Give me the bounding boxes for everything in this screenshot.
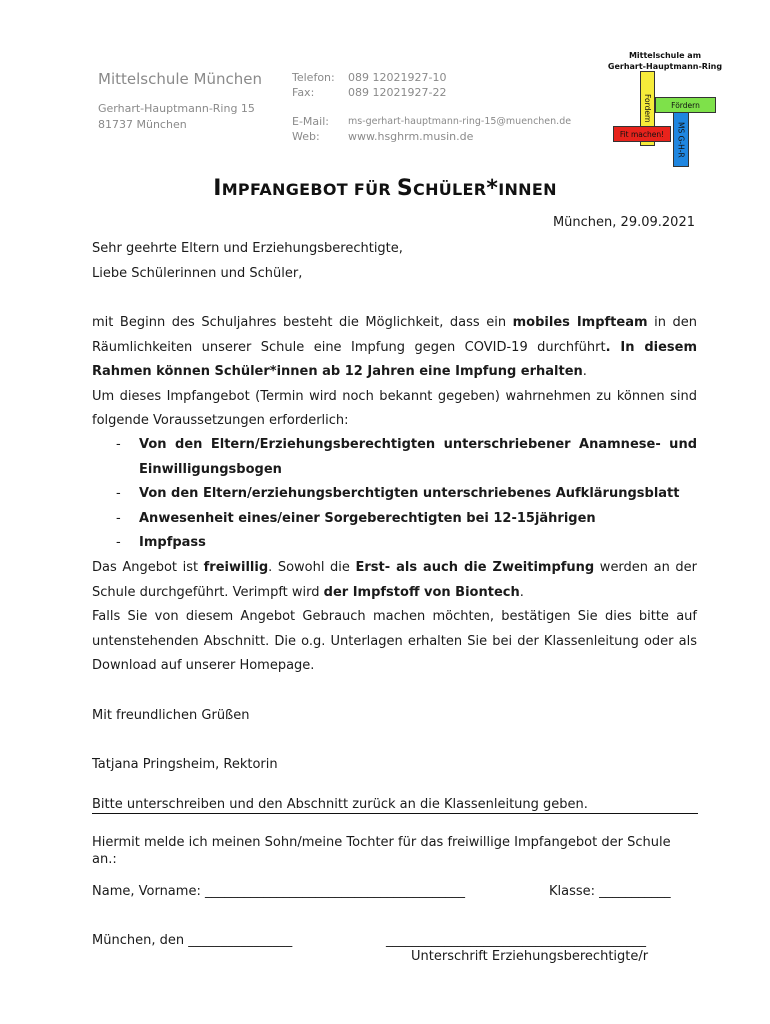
logo-text-msghr: MS G-H-R (676, 121, 686, 158)
name-field[interactable]: Name, Vorname: ________________________________________ (92, 884, 465, 899)
text-run: werden an der Schule durchgeführt. Verimpft wird (92, 560, 697, 600)
closing: Mit freundlichen Grüßen (92, 708, 250, 723)
list-item (92, 507, 697, 532)
text-run: . Sowohl die (268, 560, 356, 575)
logo-bar-msghr (673, 112, 689, 167)
address-city: 81737 München (98, 118, 187, 131)
page-title (0, 176, 770, 201)
text-run: Das Angebot ist (92, 560, 204, 575)
intro-paragraph (92, 311, 697, 434)
logo-bar-foerdern (655, 97, 716, 113)
class-field[interactable]: Klasse: ___________ (549, 884, 671, 899)
form-intro: Hiermit melde ich meinen Sohn/meine Tochter für das freiwillige Impfangebot der Schule an.: (92, 835, 671, 867)
school-address (98, 101, 255, 133)
text-run: mit Beginn des Schuljahres besteht die Möglichkeit, dass ein (92, 315, 513, 330)
emphasis: freiwillig (203, 560, 269, 575)
logo-bar-fit-machen (613, 126, 671, 142)
logo-title-line2: Gerhart-Hauptmann-Ring (607, 62, 723, 71)
logo-text-foerdern: Fördern (671, 100, 700, 110)
bullet: - (116, 535, 121, 550)
address-street: Gerhart-Hauptmann-Ring 15 (98, 102, 255, 115)
fax-label: Fax: (292, 86, 315, 99)
logo-text-fit-machen: Fit machen! (619, 129, 665, 139)
title-part: CHÜLER (413, 180, 487, 199)
emphasis: der Impfstoff von Biontech (323, 584, 520, 600)
emphasis: Erst- als auch die Zweitimpfung (355, 560, 595, 575)
list-item-text: Von den Eltern/erziehungsberchtigten unterschriebenes Aufklärungsblatt (139, 486, 680, 501)
list-item (92, 433, 697, 482)
bullet: - (116, 486, 121, 501)
logo-title-line1: Mittelschule am (628, 51, 702, 60)
school-name: Mittelschule München (98, 70, 262, 88)
greeting-line-2: Liebe Schülerinnen und Schüler, (92, 265, 303, 281)
list-item-text: Impfpass (139, 535, 206, 550)
date-field[interactable]: München, den ________________ (92, 933, 293, 948)
offer-paragraph (92, 556, 697, 679)
web-label: Web: (292, 130, 320, 143)
signature: Tatjana Pringsheim, Rektorin (92, 757, 278, 772)
signature-label: Unterschrift Erziehungsberechtigte/r (411, 949, 649, 964)
logo-title (605, 50, 725, 72)
emphasis: . In diesem Rahmen können Schüler*innen ab 12 Jahren eine Impfung erhalten (92, 339, 697, 379)
web-link[interactable]: www.hsghrm.musin.de (348, 130, 474, 143)
list-item (92, 482, 697, 507)
email-link[interactable]: ms-gerhart-hauptmann-ring-15@muenchen.de (348, 116, 572, 127)
text-run: . (582, 364, 587, 379)
list-item (92, 531, 697, 556)
cut-instruction: Bitte unterschreiben und den Abschnitt zurück an die Klassenleitung geben. (92, 797, 698, 814)
title-part: I (213, 176, 222, 201)
text-run: in den Räumlichkeiten unserer Schule eine Impfung gegen COVID-19 durchführt (92, 315, 697, 355)
emphasis: mobiles Impfteam (512, 315, 648, 330)
fax-value: 089 12021927-22 (348, 86, 447, 99)
text-run: . (519, 584, 524, 600)
phone-label: Telefon: (292, 71, 335, 84)
list-item-text: Von den Eltern/Erziehungsberechtigten unterschriebener Anamnese- und Einwilligungsbogen (139, 437, 697, 477)
confirmation-text: Falls Sie von diesem Angebot Gebrauch machen möchten, bestätigen Sie dies bitte auf untenstehenden Abschnitt. Die o.g. Unterlagen erhalten Sie bei der Klassenleitung oder als Download auf unserer Homepage. (92, 609, 697, 673)
contact-block (292, 70, 571, 144)
greeting (92, 237, 697, 286)
logo-text-fordern: Fordern (643, 94, 652, 123)
title-part: * (486, 176, 499, 201)
greeting-line-1: Sehr geehrte Eltern und Erziehungsberechtigte, (92, 241, 403, 256)
email-label: E-Mail: (292, 115, 329, 128)
bullet: - (116, 437, 121, 452)
list-item-text: Anwesenheit eines/einer Sorgeberechtigten bei 12-15jährigen (139, 510, 596, 526)
school-logo (605, 46, 725, 176)
signature-field[interactable]: ________________________________________ (386, 933, 646, 948)
title-part: S (396, 176, 414, 201)
letter-date: München, 29.09.2021 (552, 215, 695, 230)
phone-value: 089 12021927-10 (348, 71, 447, 84)
bullet: - (116, 510, 121, 526)
title-part: INNEN (498, 180, 557, 199)
requirements-list (92, 433, 697, 556)
requirements-intro: Um dieses Impfangebot (Termin wird noch bekannt gegeben) wahrnehmen zu können sind folgende Voraussetzungen erforderlich: (92, 388, 697, 428)
title-part: MPFANGEBOT FÜR (221, 180, 397, 199)
